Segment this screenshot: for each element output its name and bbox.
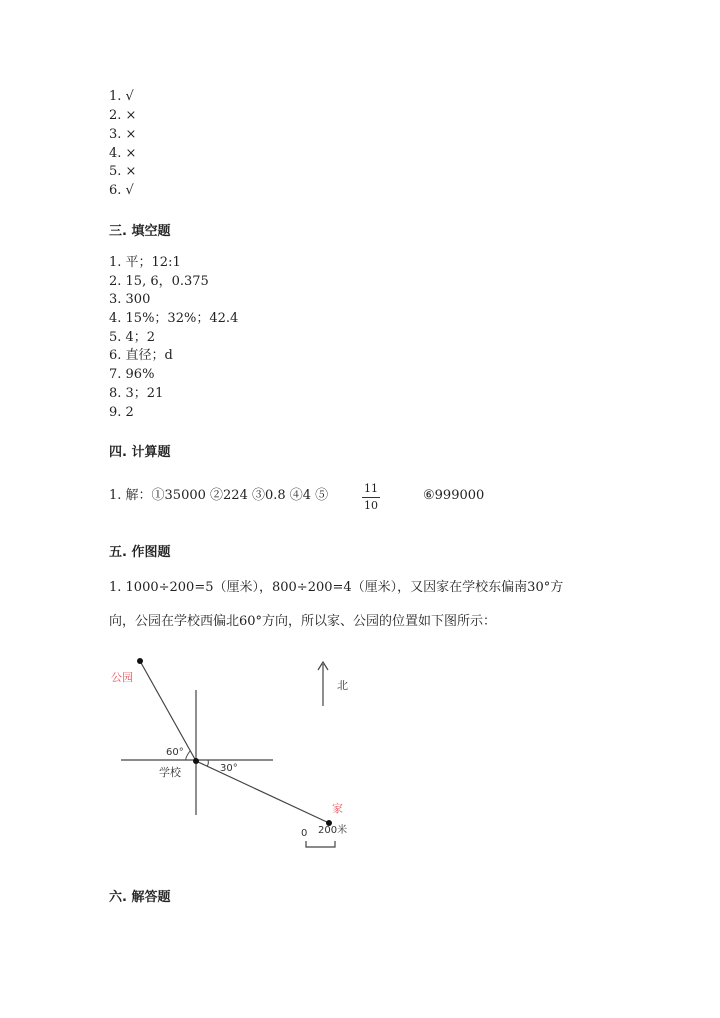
fill-blank-answer: 9. 2 (109, 405, 134, 420)
drawing-explanation-line1: 1. 1000÷200=5（厘米），800÷200=4（厘米），又因家在学校东偏南30°方 (109, 580, 564, 595)
park-point (137, 658, 143, 664)
fill-blank-answer: 4. 15%；32%；42.4 (109, 311, 239, 326)
fill-blank-answer: 5. 4；2 (109, 330, 156, 345)
park-label: 公园 (111, 671, 133, 684)
judgement-answer: 4. × (109, 146, 137, 161)
north-label: 北 (337, 679, 348, 692)
fill-blank-answer: 2. 15, 6，0.375 (109, 274, 209, 289)
home-label: 家 (332, 802, 343, 815)
scale-zero-label: 0 (301, 828, 308, 839)
judgement-answer: 1. √ (109, 89, 134, 104)
fill-blank-answer: 8. 3；21 (109, 386, 164, 401)
fill-blank-answer: 1. 平；12:1 (109, 255, 181, 270)
judgement-answer: 3. × (109, 127, 137, 142)
angle-arc-30 (207, 760, 208, 766)
home-direction-line (196, 761, 329, 823)
angle-30-label: 30° (220, 763, 238, 774)
fill-blank-answer: 3. 300 (109, 292, 151, 307)
calculation-answer-6: ⑥999000 (423, 488, 485, 503)
school-label: 学校 (159, 766, 181, 779)
fill-blank-answer: 7. 96% (109, 367, 155, 382)
drawing-explanation-line2: 向，公园在学校西偏北60°方向，所以家、公园的位置如下图所示： (109, 614, 497, 629)
section-heading-fill-blank: 三. 填空题 (109, 224, 171, 239)
section-heading-solution: 六. 解答题 (109, 890, 171, 905)
section-heading-drawing: 五. 作图题 (109, 545, 171, 560)
calculation-answer: 1. 解：①35000 ②224 ③0.8 ④4 ⑤ (109, 488, 329, 503)
scale-bar (306, 841, 335, 847)
judgement-answer: 6. √ (109, 183, 134, 198)
angle-arc-60 (186, 751, 190, 760)
judgement-answer: 2. × (109, 108, 137, 123)
angle-60-label: 60° (166, 747, 184, 758)
fraction-numerator: 11 (364, 482, 378, 495)
scale-length-label: 200米 (318, 825, 348, 836)
school-point (193, 758, 199, 764)
park-direction-line (140, 661, 196, 761)
fraction-denominator: 10 (364, 499, 378, 512)
section-heading-calculation: 四. 计算题 (109, 445, 171, 460)
judgement-answer: 5. × (109, 164, 137, 179)
fill-blank-answer: 6. 直径；d (109, 348, 173, 363)
